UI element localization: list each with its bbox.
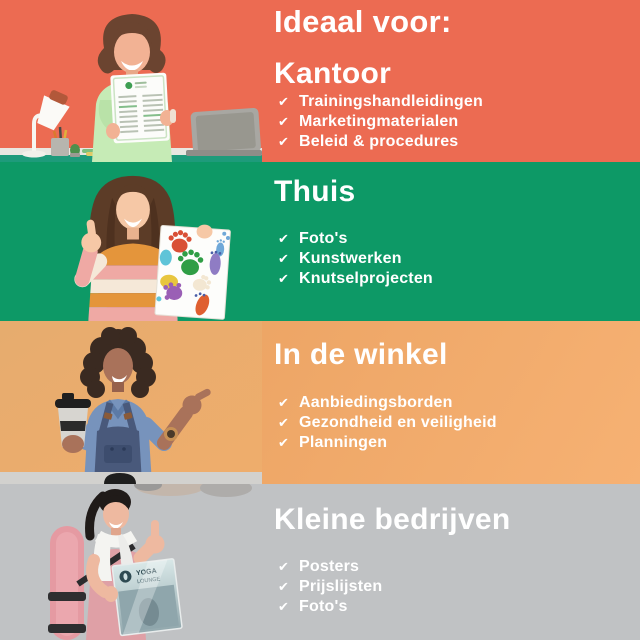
check-icon: ✔	[277, 415, 290, 430]
list-item	[276, 269, 433, 289]
section-heading-thuis: Thuis	[274, 175, 356, 208]
thumbs-up-hand	[146, 520, 165, 554]
list-item-label: Foto's	[299, 598, 348, 615]
section-winkel-text	[274, 321, 632, 484]
poster-title: YOGA	[135, 567, 158, 578]
photo-barista	[0, 321, 262, 484]
list-item	[276, 229, 433, 249]
checklist-thuis	[276, 229, 433, 289]
check-icon: ✔	[277, 94, 290, 109]
list-item-label: Planningen	[299, 434, 388, 451]
section-bedrijven	[0, 484, 640, 640]
section-thuis	[0, 162, 640, 321]
check-icon: ✔	[277, 231, 290, 246]
check-icon: ✔	[277, 271, 290, 286]
list-item-label: Marketingmaterialen	[299, 113, 459, 130]
list-item	[276, 413, 497, 433]
list-item-label: Foto's	[299, 230, 348, 247]
check-icon: ✔	[277, 559, 290, 574]
section-bedrijven-text	[274, 484, 632, 640]
section-winkel	[0, 321, 640, 484]
photo-girl-artwork	[0, 162, 262, 321]
handprint-artwork	[155, 225, 231, 319]
list-item	[276, 577, 382, 597]
check-icon: ✔	[277, 395, 290, 410]
checklist-kantoor	[276, 92, 483, 152]
check-icon: ✔	[277, 251, 290, 266]
list-item	[276, 249, 433, 269]
blurred-background-figures	[134, 484, 252, 497]
list-item-label: Trainingshandleidingen	[299, 93, 483, 110]
list-item	[276, 393, 497, 413]
checklist-winkel	[276, 393, 497, 453]
laminated-poster	[112, 559, 182, 636]
section-kantoor-text	[274, 0, 632, 162]
list-item	[276, 597, 382, 617]
list-item	[276, 433, 497, 453]
photo-yoga-woman	[0, 484, 262, 640]
list-item-label: Kunstwerken	[299, 250, 402, 267]
section-kantoor	[0, 0, 640, 162]
office-woman	[92, 14, 176, 162]
section-heading-kantoor: Kantoor	[274, 57, 392, 90]
check-icon: ✔	[277, 599, 290, 614]
cactus-plant	[70, 144, 80, 157]
list-item-label: Posters	[299, 558, 360, 575]
list-item-label: Aanbiedingsborden	[299, 394, 453, 411]
list-item-label: Beleid & procedures	[299, 133, 459, 150]
page-title: Ideaal voor:	[274, 4, 452, 39]
wrist-watch	[170, 109, 176, 123]
pencil-cup	[51, 127, 69, 156]
list-item	[276, 132, 483, 152]
check-icon: ✔	[277, 114, 290, 129]
section-heading-bedrijven: Kleine bedrijven	[274, 503, 511, 536]
list-item	[276, 557, 382, 577]
poster-subtitle: LOUNGE	[136, 576, 161, 586]
laptop	[186, 108, 262, 157]
list-item	[276, 92, 483, 112]
photo-office-woman	[0, 0, 262, 162]
list-item-label: Prijslijsten	[299, 578, 383, 595]
counter	[0, 472, 262, 484]
section-thuis-text	[274, 162, 632, 321]
check-icon: ✔	[277, 435, 290, 450]
gripping-hand	[197, 225, 213, 239]
checklist-bedrijven	[276, 557, 382, 617]
wooden-watch	[164, 427, 178, 441]
list-item-label: Gezondheid en veiligheid	[299, 414, 497, 431]
check-icon: ✔	[277, 579, 290, 594]
check-icon: ✔	[277, 134, 290, 149]
section-heading-winkel: In de winkel	[274, 338, 448, 371]
gripping-hand	[104, 586, 118, 602]
list-item-label: Knutselprojecten	[299, 270, 433, 287]
list-item	[276, 112, 483, 132]
